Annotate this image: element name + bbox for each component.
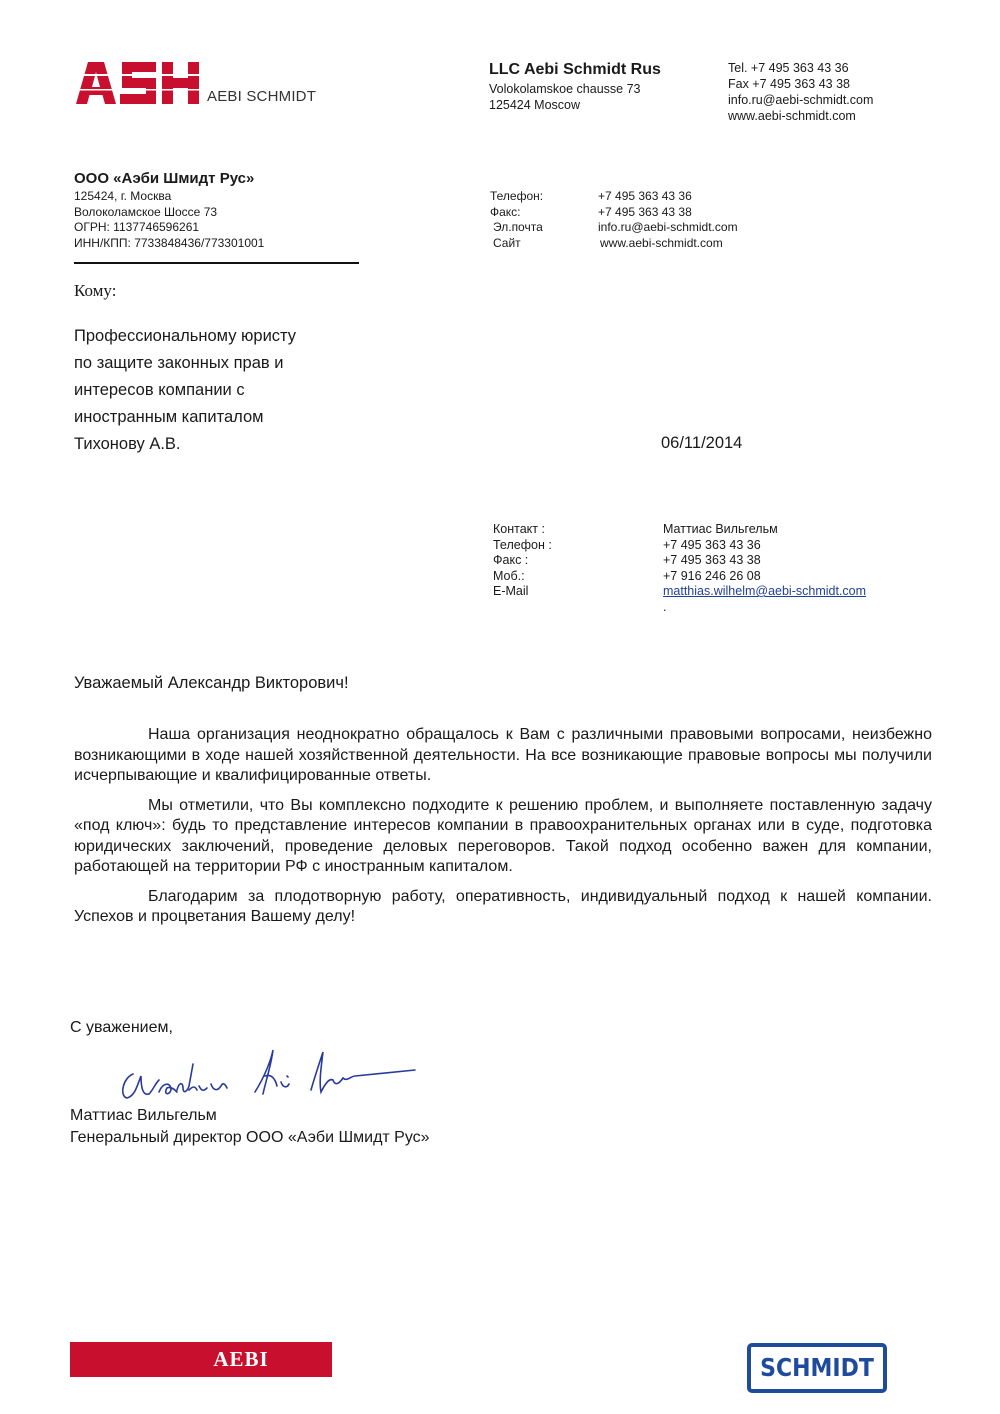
recipient-line: интересов компании с bbox=[74, 381, 245, 399]
contact-row bbox=[493, 553, 866, 569]
signature-icon bbox=[115, 1046, 425, 1106]
recipient-block bbox=[74, 323, 296, 458]
contact-row-phone bbox=[490, 189, 738, 205]
paragraph: Благодарим за плодотворную работу, оперативность, индивидуальный подход к нашей компании. Успехов и процветания Вашему делу! bbox=[74, 887, 932, 925]
signer-block bbox=[70, 1105, 430, 1149]
street-line: Волоколамское Шоссе 73 bbox=[74, 204, 218, 219]
address-line: 125424 Moscow bbox=[489, 98, 581, 112]
schmidt-logo-text: SCHMIDT bbox=[760, 1353, 874, 1383]
greeting: Уважаемый Александр Викторович! bbox=[74, 674, 349, 692]
recipient-label: Кому: bbox=[74, 281, 117, 300]
email-en[interactable]: info.ru@aebi-schmidt.com bbox=[728, 93, 874, 107]
logo-text: AEBI SCHMIDT bbox=[207, 88, 317, 105]
contact-label: Факс: bbox=[490, 204, 521, 219]
contact-label: Эл.почта bbox=[493, 220, 543, 234]
contact-label: Сайт bbox=[493, 235, 521, 250]
aebi-footer-logo bbox=[70, 1342, 332, 1377]
contact-row-fax bbox=[490, 205, 738, 221]
ogrn-line: ОГРН: 1137746596261 bbox=[74, 220, 200, 234]
contact-label: E-Mail bbox=[493, 584, 529, 598]
schmidt-footer-logo bbox=[747, 1343, 887, 1393]
contact-row bbox=[493, 569, 866, 585]
contact-label: Телефон: bbox=[490, 189, 544, 203]
contact-label: Моб.: bbox=[493, 568, 525, 583]
contact-label: Контакт : bbox=[493, 522, 545, 536]
website-en[interactable]: www.aebi-schmidt.com bbox=[728, 109, 856, 123]
fax-en: Fax +7 495 363 43 38 bbox=[728, 77, 850, 91]
contact-value: +7 495 363 43 36 bbox=[598, 189, 692, 203]
contact-label: Телефон : bbox=[493, 537, 552, 552]
contact-value: +7 495 363 43 38 bbox=[598, 204, 692, 219]
recipient-line: иностранным капиталом bbox=[74, 408, 264, 426]
recipient-line: Профессиональному юристу bbox=[74, 327, 297, 345]
signer-title: Генеральный директор ООО «Аэби Шмидт Рус» bbox=[70, 1129, 430, 1146]
contact-value: +7 495 363 43 36 bbox=[663, 537, 761, 552]
contact-value[interactable]: info.ru@aebi-schmidt.com bbox=[598, 220, 738, 234]
tel-en: Tel. +7 495 363 43 36 bbox=[728, 61, 849, 75]
ash-logo-icon bbox=[74, 60, 202, 104]
trailing-dot: . bbox=[663, 599, 667, 614]
contact-row-email bbox=[490, 220, 738, 236]
company-details-ru bbox=[74, 189, 264, 251]
contact-row bbox=[493, 538, 866, 554]
closing: С уважением, bbox=[70, 1019, 173, 1036]
address-line: Volokolamskoe chausse 73 bbox=[489, 82, 641, 96]
email-link[interactable]: matthias.wilhelm@aebi-schmidt.com bbox=[663, 584, 867, 598]
address-en bbox=[489, 81, 640, 113]
contact-row-site bbox=[490, 236, 738, 252]
inn-kpp-line: ИНН/КПП: 7733848436/773301001 bbox=[74, 235, 265, 250]
contact-value: +7 495 363 43 38 bbox=[663, 553, 761, 567]
divider-line bbox=[74, 262, 359, 264]
recipient-line: по защите законных прав и bbox=[74, 354, 284, 372]
contacts-en bbox=[728, 60, 873, 124]
letter-body bbox=[74, 725, 932, 937]
paragraph: Наша организация неоднократно обращалось к Вам с различными правовыми вопросами, неизбежно возникающими в ходе нашей хозяйственной деятельности. На все возникающие правовые вопросы мы получили исчерпывающие и квалифицированные ответы. bbox=[74, 726, 932, 784]
contact-value: +7 916 246 26 08 bbox=[663, 568, 761, 583]
paragraph: Мы отметили, что Вы комплексно подходите к решению проблем, и выполняете поставленную задачу «под ключ»: будь то представление интересов компании в правоохранительных органах или в суде, подготовка юридических заключений, проведение деловых переговоров. Такой подход особенно важен для компании, работающей на территории РФ с иностранным капиталом. bbox=[74, 796, 932, 875]
company-name-en: LLC Aebi Schmidt Rus bbox=[489, 61, 661, 78]
signer-name: Маттиас Вильгельм bbox=[70, 1107, 217, 1124]
contact-block bbox=[493, 522, 866, 615]
contact-label: Факс : bbox=[493, 553, 529, 567]
contact-row-email bbox=[493, 584, 866, 600]
aebi-logo-text: AEBI bbox=[213, 1347, 269, 1371]
company-name-ru: ООО «Аэби Шмидт Рус» bbox=[74, 170, 255, 187]
contacts-ru bbox=[490, 189, 738, 251]
contact-row bbox=[493, 522, 866, 538]
letter-date: 06/11/2014 bbox=[661, 434, 743, 452]
recipient-name: Тихонову А.В. bbox=[74, 435, 181, 453]
city-line: 125424, г. Москва bbox=[74, 189, 172, 203]
contact-value[interactable]: www.aebi-schmidt.com bbox=[600, 235, 723, 250]
contact-value: Маттиас Вильгельм bbox=[663, 522, 778, 536]
